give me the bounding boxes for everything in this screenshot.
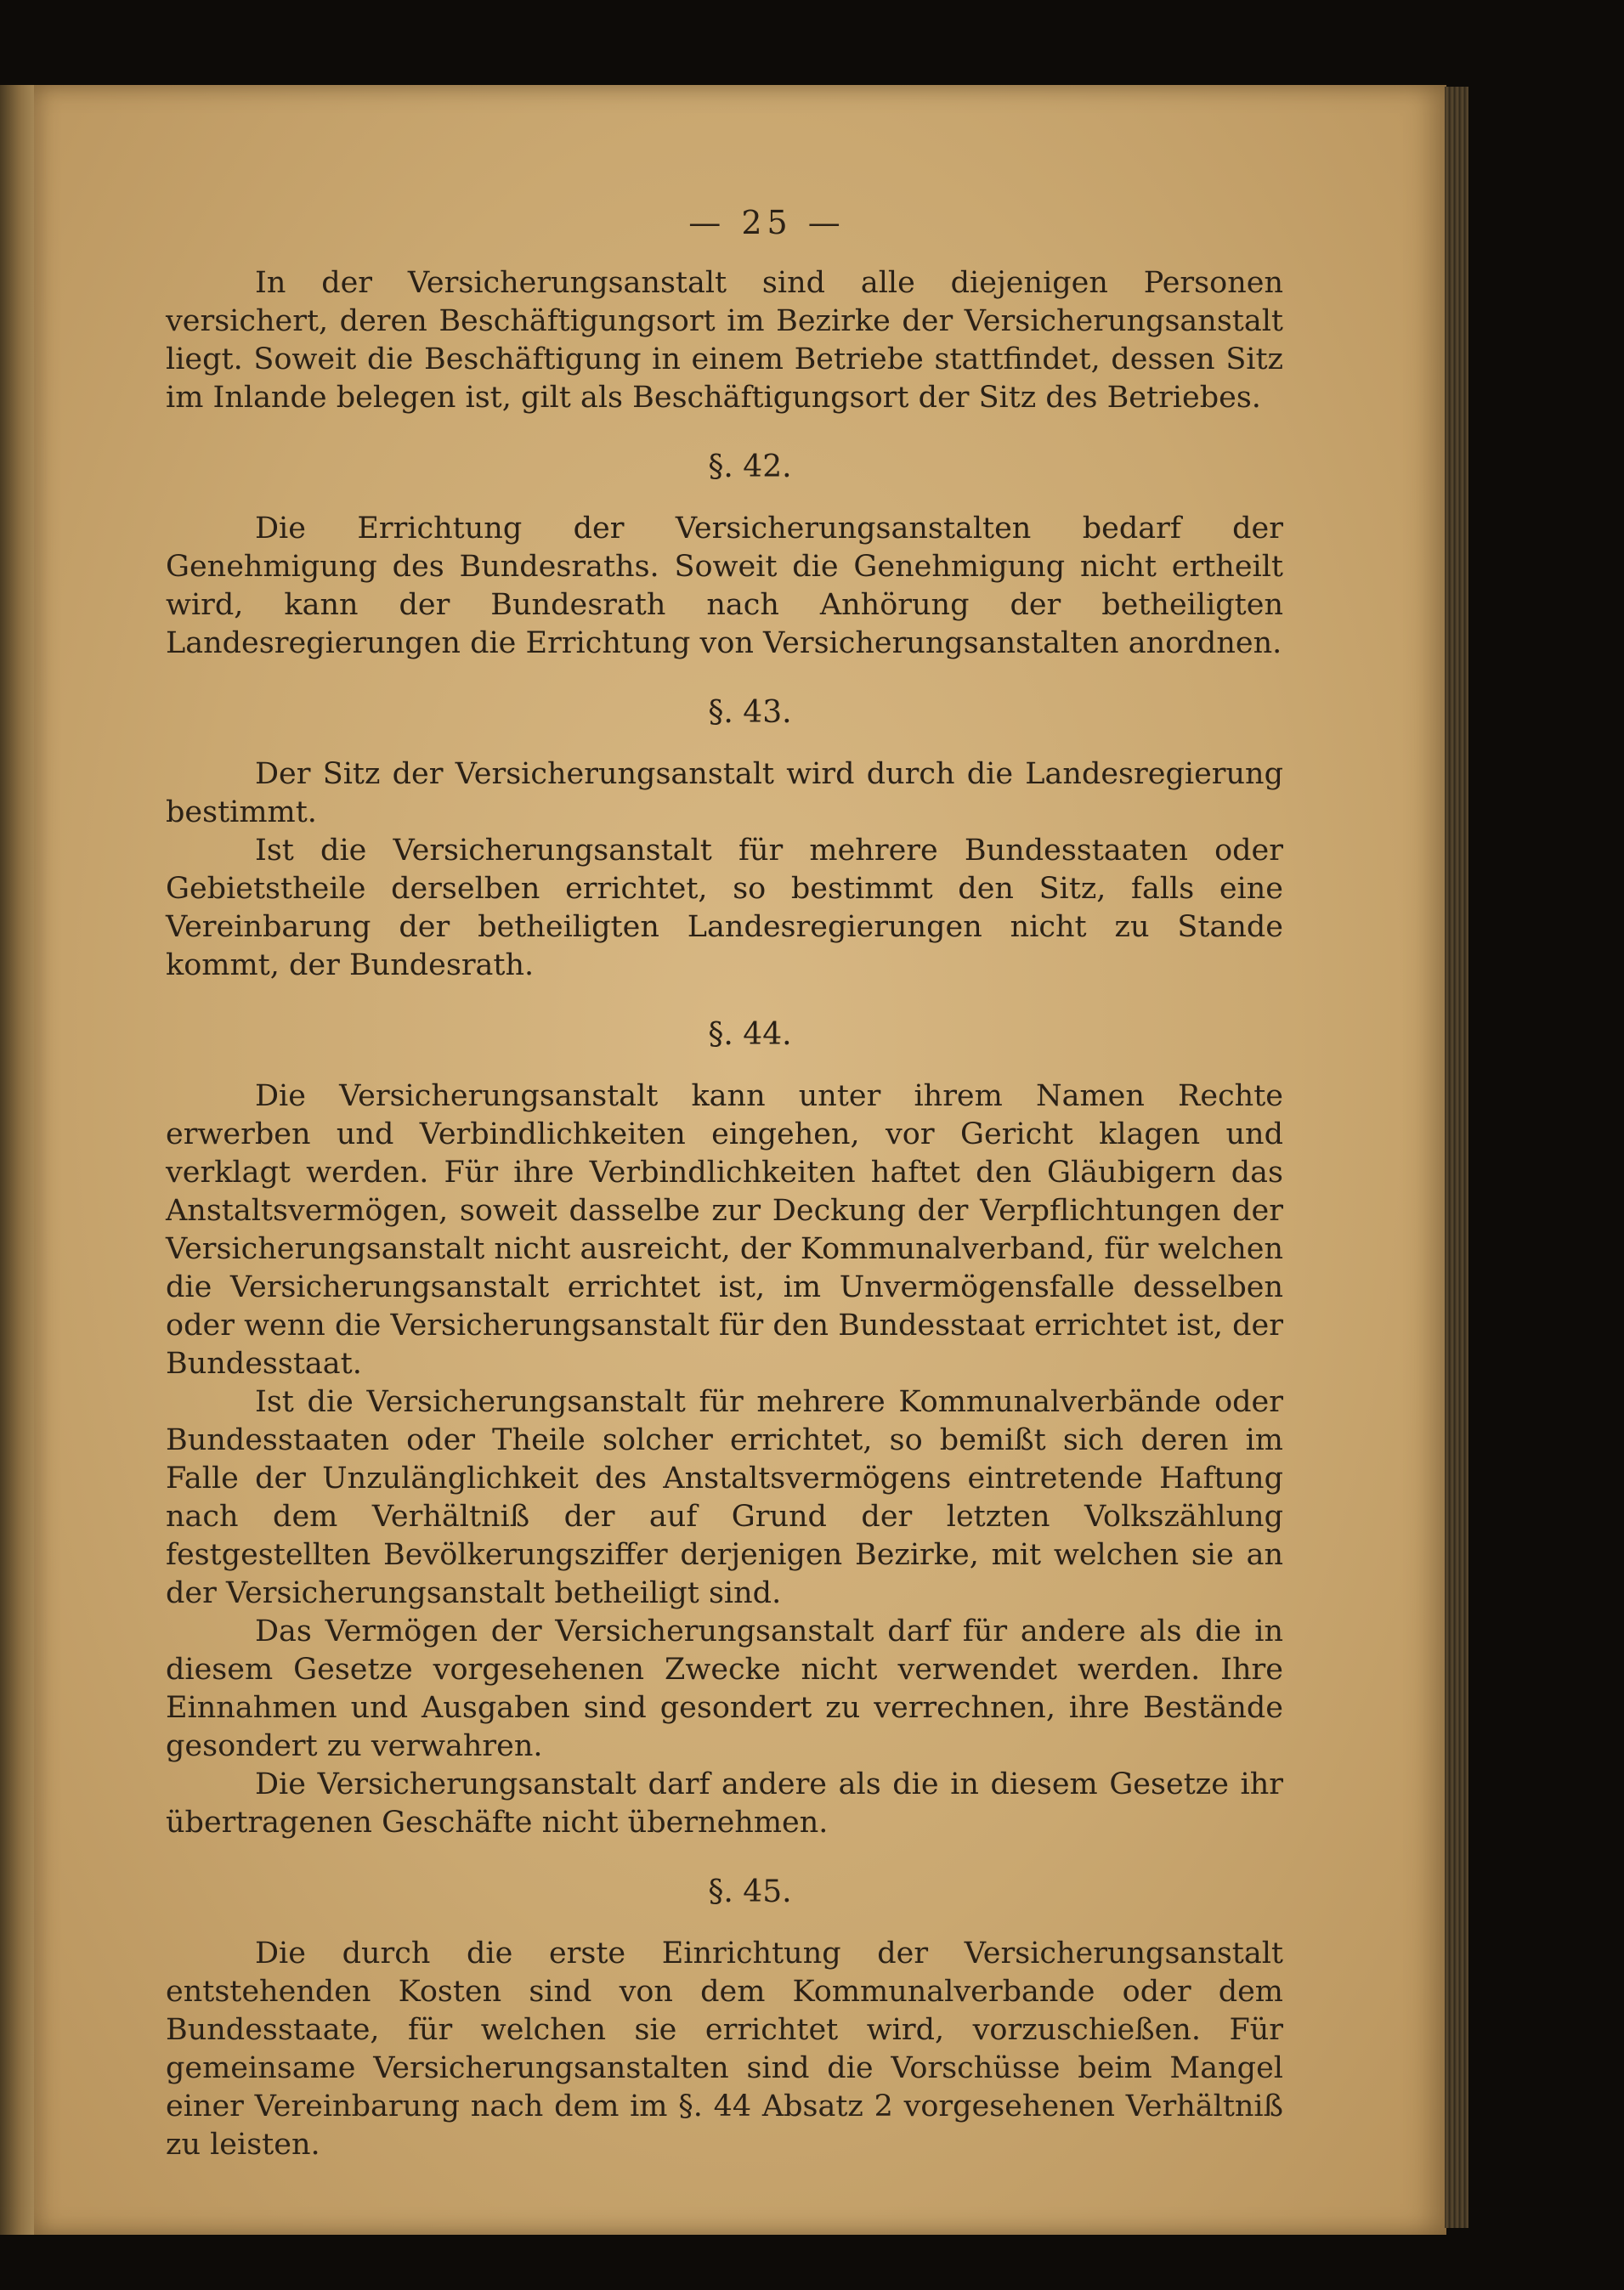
section-heading: §. 42.: [708, 450, 792, 484]
page-number: — 25 —: [688, 204, 846, 241]
paragraph: Die Errichtung der Versicherungsanstalten bedarf der Genehmigung des Bundesraths. Soweit die Genehmigung nicht ertheilt wird, kann der Bundesrath nach Anhörung der betheiligten Landesregierungen die Errichtung von Versicherungsanstalten anordnen.: [166, 512, 1283, 660]
paragraph: Die Versicherungsanstalt kann unter ihrem Namen Rechte erwerben und Verbindlichkeiten eingehen, vor Gericht klagen und verklagt werden. Für ihre Verbindlichkeiten haftet den Gläubigern das Anstaltsvermögen, soweit dasselbe zur Deckung der Verpflichtungen der Versicherungsanstalt nicht ausreicht, der Kommunalverband, für welchen die Versicherungsanstalt errichtet ist, im Unvermögensfalle desselben oder wenn die Versicherungsanstalt für den Bundesstaat errichtet ist, der Bundesstaat.: [166, 1079, 1283, 1381]
book-spine: [0, 85, 36, 2235]
paragraph: Der Sitz der Versicherungsanstalt wird durch die Landesregierung bestimmt.: [166, 757, 1283, 829]
section-heading: §. 45.: [708, 1874, 792, 1909]
paragraph: Das Vermögen der Versicherungsanstalt darf für andere als die in diesem Gesetze vorgesehenen Zwecke nicht verwendet werden. Ihre Einnahmen und Ausgaben sind gesondert zu verrechnen, ihre Bestände gesondert zu verwahren.: [166, 1614, 1283, 1763]
paragraph: Die durch die erste Einrichtung der Versicherungsanstalt entstehenden Kosten sind von dem Kommunalverbande oder dem Bundesstaate, für welchen sie errichtet wird, vorzuschießen. Für gemeinsame Versicherungsanstalten sind die Vorschüsse beim Mangel einer Vereinbarung nach dem im §. 44 Absatz 2 vorgesehenen Verhältniß zu leisten.: [166, 1937, 1283, 2162]
section-heading: §. 43.: [708, 695, 792, 730]
paragraph: Ist die Versicherungsanstalt für mehrere Kommunalverbände oder Bundesstaaten oder Theile solcher errichtet, so bemißt sich deren im Falle der Unzulänglichkeit des Anstaltsvermögens eintretende Haftung nach dem Verhältniß der auf Grund der letzten Volkszählung festgestellten Bevölkerungsziffer derjenigen Bezirke, mit welchen sie an der Versicherungsanstalt betheiligt sind.: [166, 1385, 1283, 1610]
paragraph: Die Versicherungsanstalt darf andere als die in diesem Gesetze ihr übertragenen Geschäfte nicht übernehmen.: [166, 1767, 1283, 1840]
page-text: [166, 204, 1283, 2164]
section-heading: §. 44.: [708, 1017, 792, 1052]
paragraph: Ist die Versicherungsanstalt für mehrere Bundesstaaten oder Gebietstheile derselben errichtet, so bestimmt den Sitz, falls eine Vereinbarung der betheiligten Landesregierungen nicht zu Stande kommt, der Bundesrath.: [166, 834, 1283, 982]
paragraph: In der Versicherungsanstalt sind alle diejenigen Personen versichert, deren Beschäftigungsort im Bezirke der Versicherungsanstalt liegt. Soweit die Beschäftigung in einem Betriebe stattfindet, dessen Sitz im Inlande belegen ist, gilt als Beschäftigungsort der Sitz des Betriebes.: [166, 266, 1283, 415]
page-edges: [1445, 87, 1468, 2228]
